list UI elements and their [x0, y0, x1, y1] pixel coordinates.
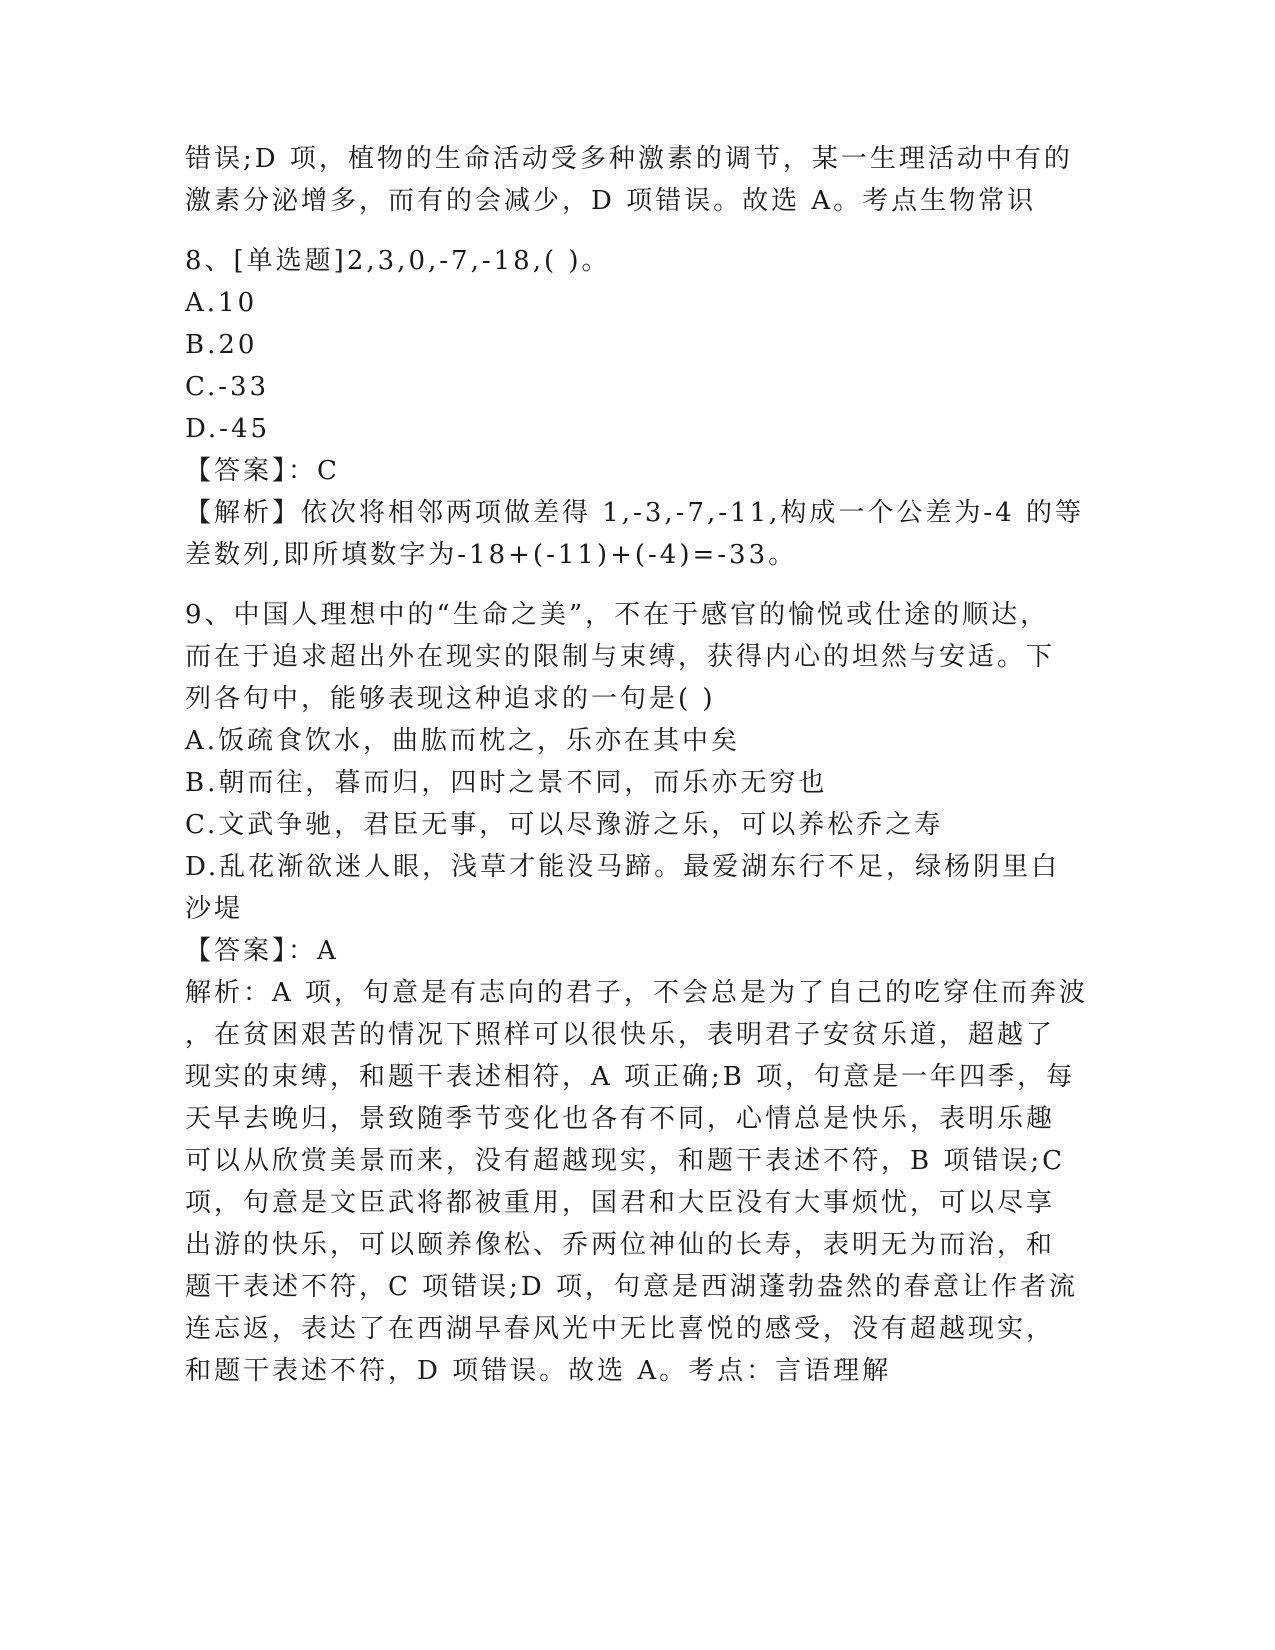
option-d: D.乱花渐欲迷人眼，浅草才能没马蹄。最爱湖东行不足，绿杨阴里白 [185, 852, 1061, 882]
explanation-line: 连忘返，表达了在西湖早春风光中无比喜悦的感受，没有超越现实， [185, 1314, 1056, 1344]
explanation-line: 现实的束缚，和题干表述相符，A 项正确;B 项，句意是一年四季，每 [185, 1062, 1076, 1092]
answer: 【答案】：A [185, 936, 339, 966]
explanation-line: 和题干表述不符，D 项错误。故选 A。考点：言语理解 [185, 1356, 892, 1386]
explanation-line: 出游的快乐，可以颐养像松、乔两位神仙的长寿，表明无为而治，和 [185, 1230, 1056, 1260]
text-line: 激素分泌增多，而有的会减少，D 项错误。故选 A。考点生物常识 [185, 186, 1037, 216]
question-stem: 而在于追求超出外在现实的限制与束缚，获得内心的坦然与安适。下 [185, 642, 1056, 672]
explanation-line: 差数列,即所填数字为-18+(-11)+(-4)=-33。 [185, 540, 798, 570]
explanation-line: 天早去晚归，景致随季节变化也各有不同，心情总是快乐，表明乐趣 [185, 1104, 1056, 1134]
document-page [185, 138, 1089, 1392]
option-c: C.-33 [185, 372, 270, 402]
explanation-line: 解析：A 项，句意是有志向的君子，不会总是为了自己的吃穿住而奔波 [185, 978, 1089, 1008]
option-d: D.-45 [185, 414, 271, 444]
question-8 [185, 240, 1085, 576]
explanation-line: 题干表述不符，C 项错误;D 项，句意是西湖蓬勃盎然的春意让作者流 [185, 1272, 1079, 1302]
option-b: B.朝而往，暮而归，四时之景不同，而乐亦无穷也 [185, 768, 828, 798]
explanation-line: 可以从欣赏美景而来，没有超越现实，和题干表述不符，B 项错误;C [185, 1146, 1066, 1176]
prev-explanation [185, 138, 1085, 222]
option-c: C.文武争驰，君臣无事，可以尽豫游之乐，可以养松乔之寿 [185, 810, 944, 840]
explanation-line: 【解析】依次将相邻两项做差得 1,-3,-7,-11,构成一个公差为-4 的等 [185, 498, 1084, 528]
option-b: B.20 [185, 330, 258, 360]
explanation-line: ，在贫困艰苦的情况下照样可以很快乐，表明君子安贫乐道，超越了 [185, 1020, 1056, 1050]
option-d-continued: 沙堤 [185, 894, 244, 924]
option-a: A.饭疏食饮水，曲肱而枕之，乐亦在其中矣 [185, 726, 741, 756]
question-stem: 8、[单选题]2,3,0,-7,-18,( )。 [185, 246, 611, 276]
question-stem: 9、中国人理想中的“生命之美”，不在于感官的愉悦或仕途的顺达， [185, 600, 1050, 630]
explanation-line: 项，句意是文臣武将都被重用，国君和大臣没有大事烦忧，可以尽享 [185, 1188, 1056, 1218]
question-stem: 列各句中，能够表现这种追求的一句是( ) [185, 684, 716, 714]
question-9 [185, 594, 1089, 1392]
answer: 【答案】：C [185, 456, 340, 486]
text-line: 错误;D 项，植物的生命活动受多种激素的调节，某一生理活动中有的 [185, 144, 1073, 174]
option-a: A.10 [185, 288, 258, 318]
